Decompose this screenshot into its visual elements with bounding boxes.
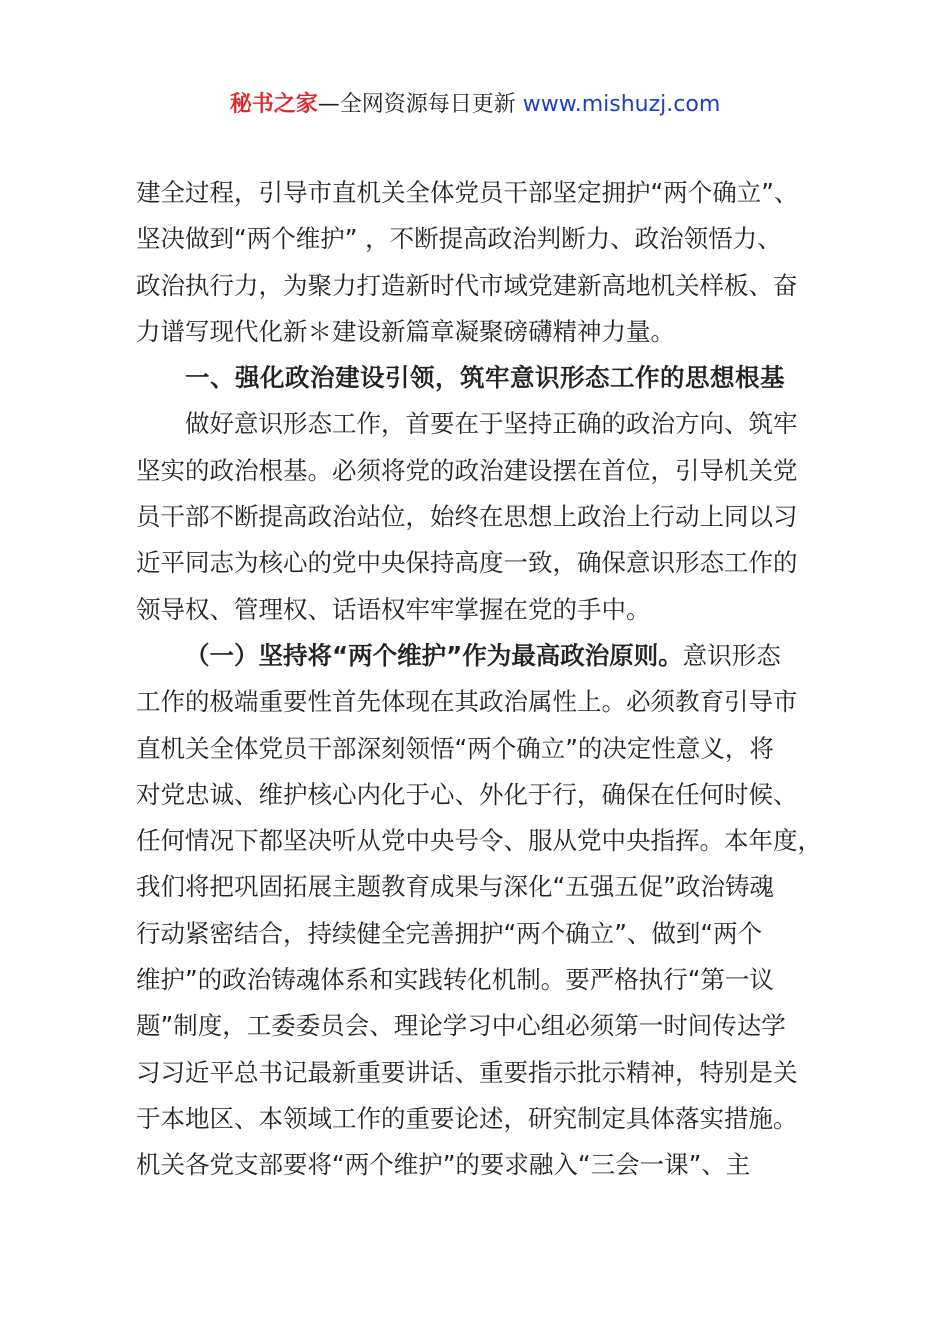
brand-name: 秘书之家: [229, 92, 318, 117]
subsection-text: 意识形态: [682, 640, 781, 670]
text-line: 员干部不断提高政治站位，始终在思想上政治上行动上同以习: [136, 502, 798, 532]
text-line: 维护”的政治铸魂体系和实践转化机制。要严格执行“第一议: [136, 965, 774, 995]
text-line: 于本地区、本领域工作的重要论述，研究制定具体落实措施。: [136, 1103, 798, 1133]
text-line: 行动紧密结合，持续健全完善拥护“两个确立”、做到“两个: [136, 918, 763, 948]
document-body: [136, 170, 836, 1189]
text-line: 任何情况下都坚决听从党中央号令、服从党中央指挥。本年度，: [136, 826, 822, 856]
site-header: [0, 88, 950, 122]
text-line: 工作的极端重要性首先体现在其政治属性上。必须教育引导市: [136, 687, 798, 717]
text-line: 坚实的政治根基。必须将党的政治建设摆在首位，引导机关党: [136, 455, 798, 485]
text-line: 力谱写现代化新＊建设新篇章凝聚磅礴精神力量。: [136, 316, 675, 346]
text-line: 政治执行力，为聚力打造新时代市域党建新高地机关样板、奋: [136, 270, 798, 300]
paragraph-start-line: 做好意识形态工作，首要在于坚持正确的政治方向、筑牢: [185, 409, 798, 439]
text-line: 直机关全体党员干部深刻领悟“两个确立”的决定性意义，将: [136, 733, 774, 763]
subsection-line: [136, 633, 836, 679]
text-line: 建全过程，引导市直机关全体党员干部坚定拥护“两个确立”、: [136, 178, 799, 207]
text-line: 近平同志为核心的党中央保持高度一致，确保意识形态工作的: [136, 548, 798, 578]
text-line: 题”制度，工委委员会、理论学习中心组必须第一时间传达学: [136, 1011, 786, 1041]
text-line: 机关各党支部要将“两个维护”的要求融入“三会一课”、主: [136, 1150, 751, 1180]
text-line: 我们将把巩固拓展主题教育成果与深化“五强五促”政治铸魂: [136, 872, 774, 902]
text-line: 习习近平总书记最新重要讲话、重要指示批示精神，特别是关: [136, 1057, 798, 1087]
text-line: 坚决做到“两个维护” ，不断提高政治判断力、政治领悟力、: [136, 224, 782, 254]
header-tagline: —全网资源每日更新: [317, 92, 523, 117]
site-url-link[interactable]: www.mishuzj.com: [522, 92, 721, 117]
text-line: 领导权、管理权、话语权牢牢掌握在党的手中。: [136, 594, 651, 624]
subsection-title: （一）坚持将“两个维护”作为最高政治原则。: [185, 640, 683, 670]
text-line: 对党忠诚、维护核心内化于心、外化于行，确保在任何时候、: [136, 779, 798, 809]
section-heading: 一、强化政治建设引领，筑牢意识形态工作的思想根基: [185, 363, 785, 393]
